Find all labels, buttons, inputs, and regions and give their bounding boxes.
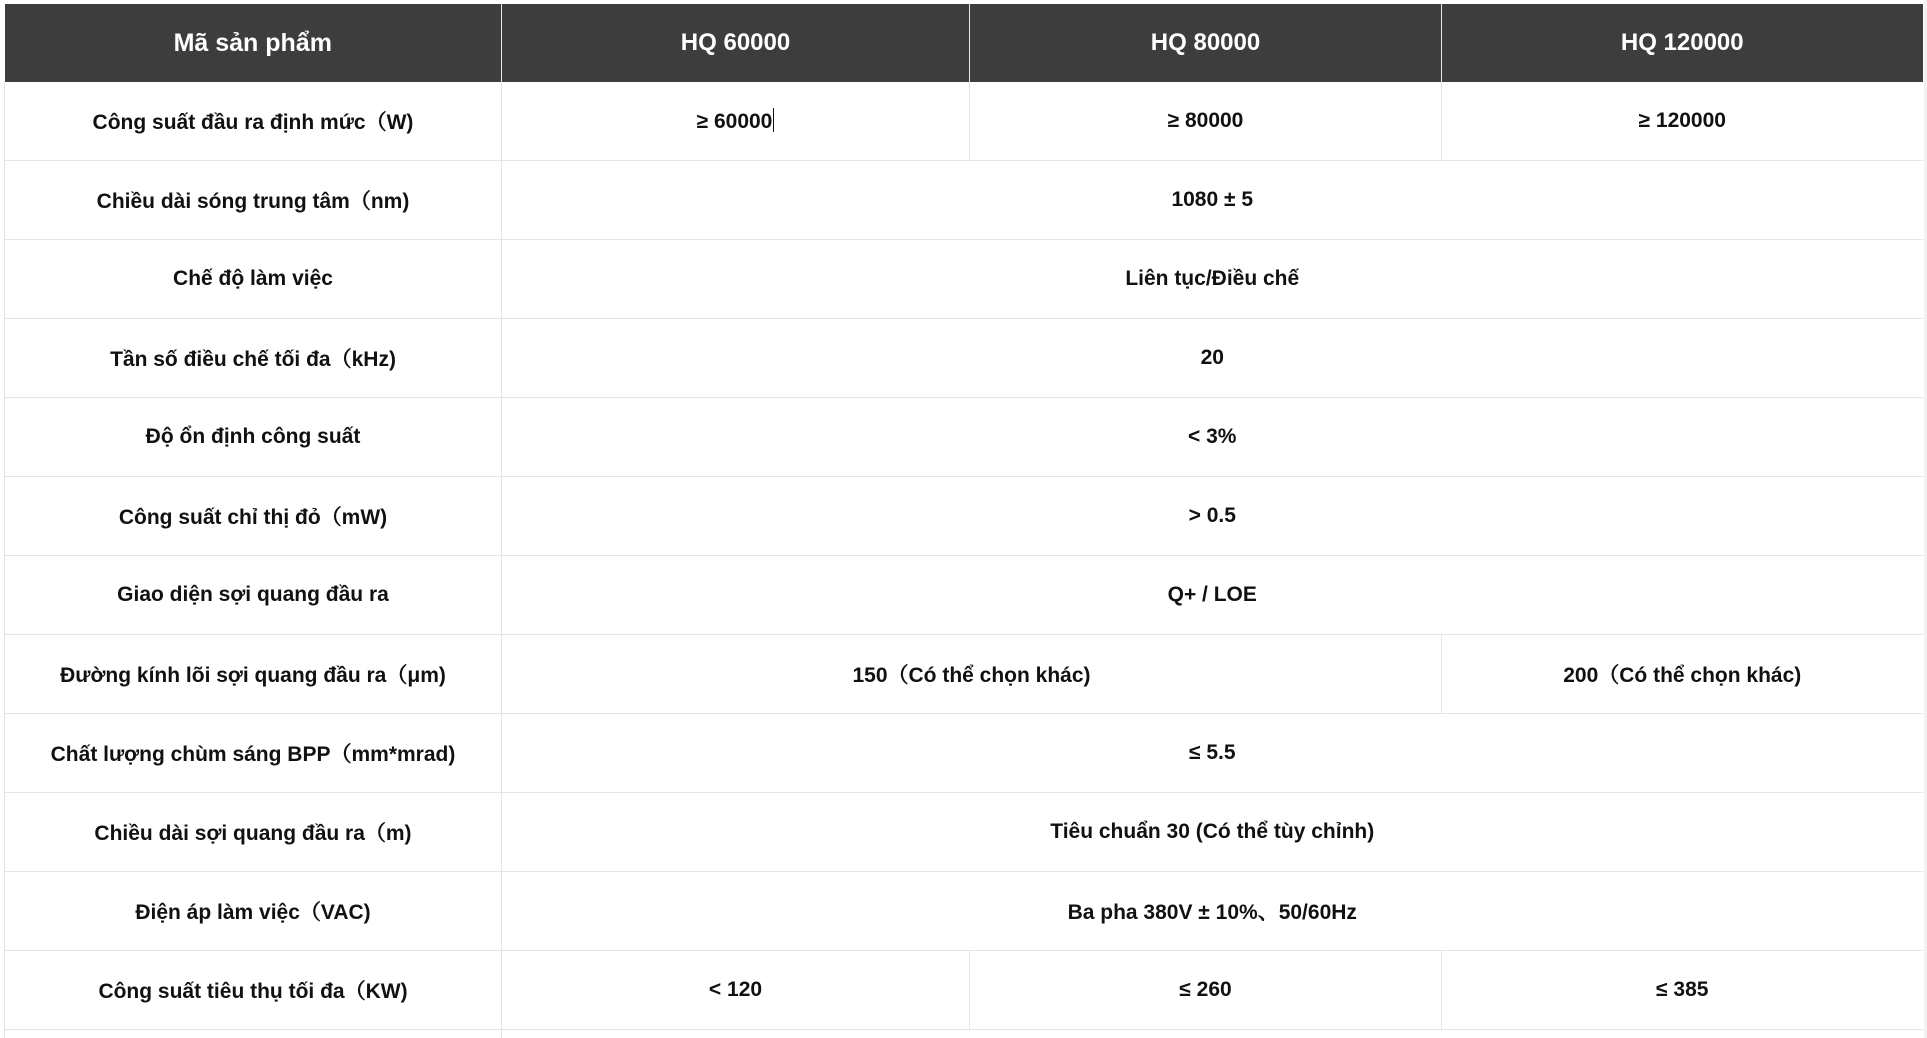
header-model-hq120000: HQ 120000 (1442, 4, 1923, 82)
cell-working-voltage: Ba pha 380V ± 10%、50/60Hz (502, 872, 1923, 951)
cell-rated-power-hq60000[interactable] (502, 82, 970, 161)
header-product-code: Mã sản phẩm (5, 4, 502, 82)
row-label-max-consumption: Công suất tiêu thụ tối đa（KW) (5, 951, 502, 1030)
row-label-working-voltage: Điện áp làm việc（VAC) (5, 872, 502, 951)
cell-working-mode: Liên tục/Điều chế (502, 240, 1923, 319)
text-cursor (773, 108, 774, 132)
cell-center-wavelength: 1080 ± 5 (502, 161, 1923, 240)
header-row (5, 4, 1923, 82)
cell-value: ≥ 60000 (696, 110, 773, 133)
table-row-center-wavelength (5, 161, 1923, 240)
row-label-center-wavelength: Chiều dài sóng trung tâm（nm) (5, 161, 502, 240)
table-row-core-diameter (5, 635, 1923, 714)
divider (4, 1030, 5, 1038)
table-row-max-mod-freq (5, 319, 1923, 398)
cell-rated-power-hq120000: ≥ 120000 (1442, 82, 1923, 161)
cell-beam-quality: ≤ 5.5 (502, 714, 1923, 793)
divider (501, 1030, 502, 1038)
row-label-red-indicator: Công suất chỉ thị đỏ（mW) (5, 477, 502, 556)
cell-power-stability: < 3% (502, 398, 1923, 477)
cell-rated-power-hq80000: ≥ 80000 (970, 82, 1442, 161)
table-row-red-indicator (5, 477, 1923, 556)
table-row-fiber-interface (5, 556, 1923, 635)
row-label-core-diameter: Đường kính lõi sợi quang đầu ra（μm) (5, 635, 502, 714)
row-label-fiber-interface: Giao diện sợi quang đầu ra (5, 556, 502, 635)
row-label-rated-power: Công suất đầu ra định mức（W) (5, 82, 502, 161)
header-model-hq60000: HQ 60000 (502, 4, 970, 82)
row-label-fiber-length: Chiều dài sợi quang đầu ra（m) (5, 793, 502, 872)
cell-fiber-length: Tiêu chuẩn 30 (Có thể tùy chỉnh) (502, 793, 1923, 872)
row-label-working-mode: Chế độ làm việc (5, 240, 502, 319)
table-row-rated-power (5, 82, 1923, 161)
table-row-beam-quality (5, 714, 1923, 793)
header-model-hq80000: HQ 80000 (970, 4, 1442, 82)
row-label-beam-quality: Chất lượng chùm sáng BPP（mm*mrad) (5, 714, 502, 793)
row-label-max-mod-freq: Tần số điều chế tối đa（kHz) (5, 319, 502, 398)
cell-max-consumption-hq60000: < 120 (502, 951, 970, 1030)
cell-fiber-interface: Q+ / LOE (502, 556, 1923, 635)
cell-red-indicator: > 0.5 (502, 477, 1923, 556)
table-row-fiber-length (5, 793, 1923, 872)
next-row-edge (4, 1030, 1922, 1038)
table-row-working-mode (5, 240, 1923, 319)
cell-max-consumption-hq120000: ≤ 385 (1442, 951, 1923, 1030)
cell-core-diameter-hq120000: 200（Có thể chọn khác) (1442, 635, 1923, 714)
table-row-working-voltage (5, 872, 1923, 951)
row-label-power-stability: Độ ổn định công suất (5, 398, 502, 477)
table-row-max-consumption (5, 951, 1923, 1030)
cell-core-diameter-hq60000-hq80000: 150（Có thể chọn khác) (502, 635, 1442, 714)
cell-max-mod-freq: 20 (502, 319, 1923, 398)
spec-table (4, 4, 1923, 1030)
cell-max-consumption-hq80000: ≤ 260 (970, 951, 1442, 1030)
table-row-power-stability (5, 398, 1923, 477)
